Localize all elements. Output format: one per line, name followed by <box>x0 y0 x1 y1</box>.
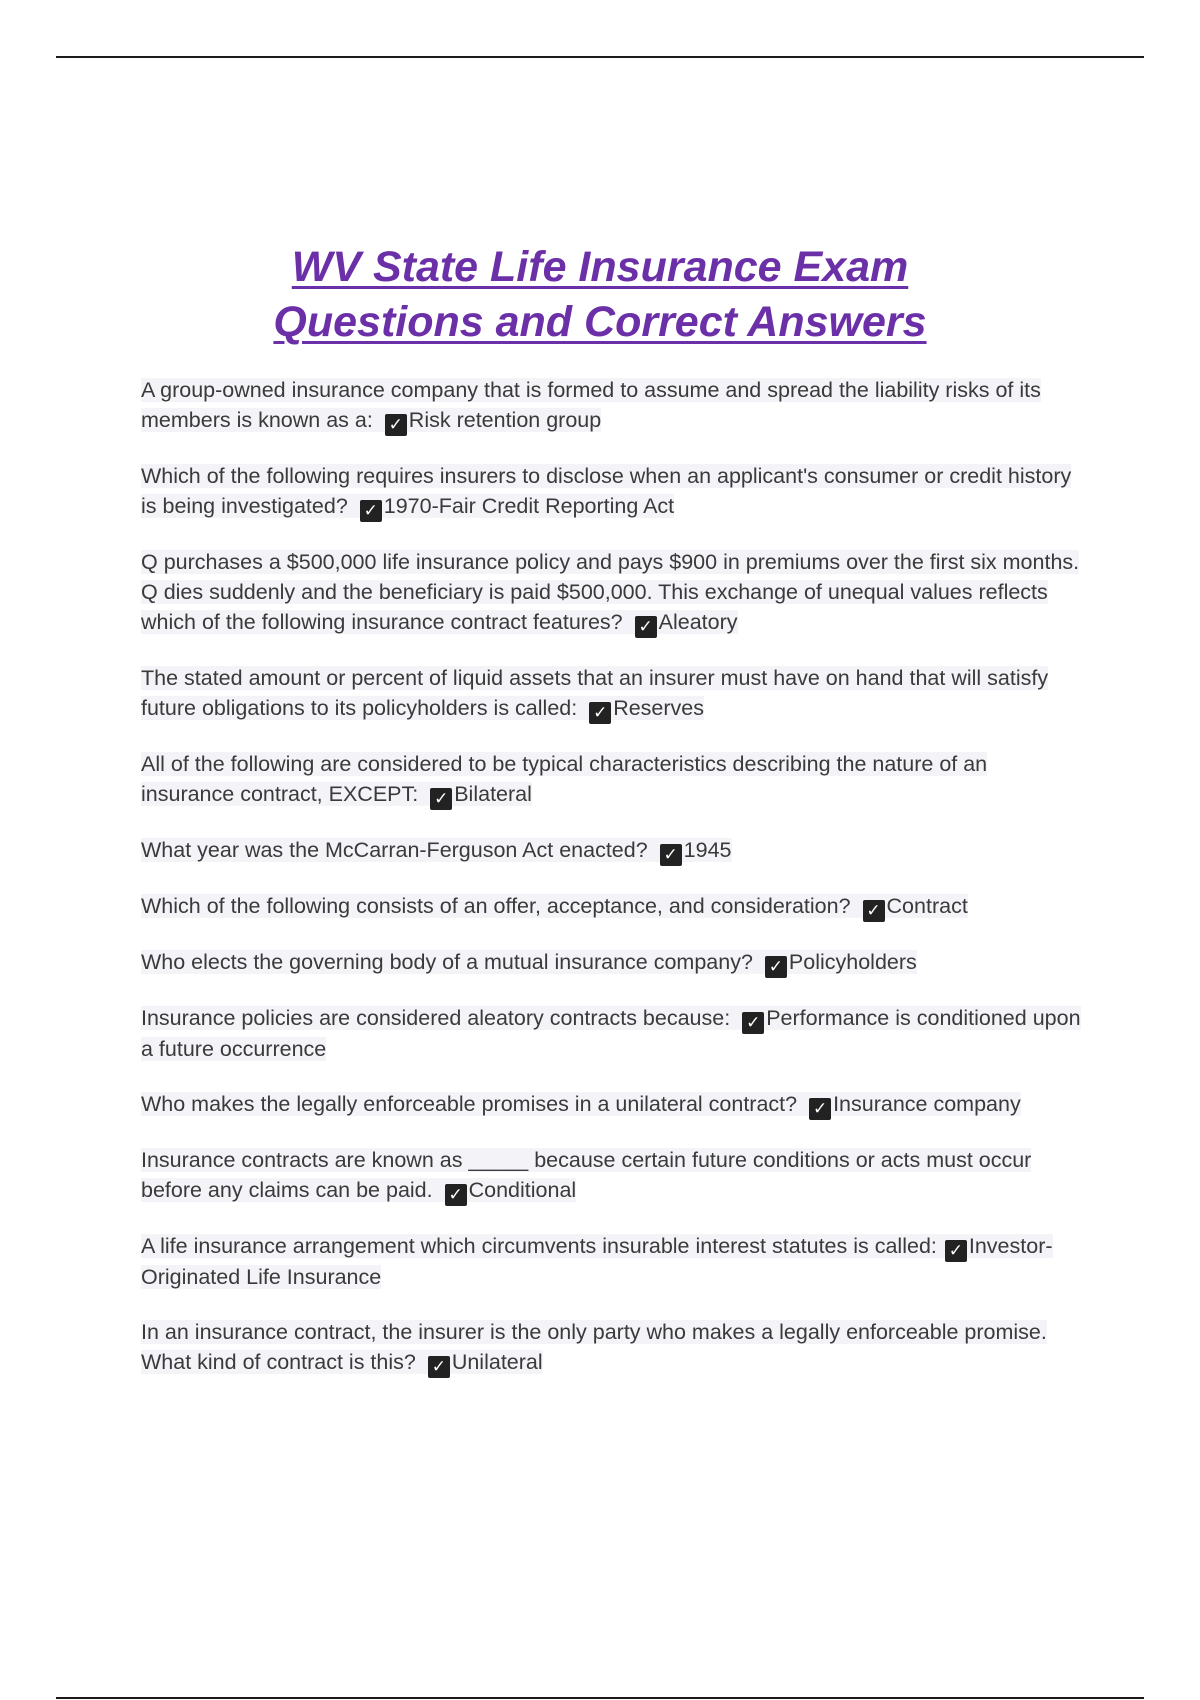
answer-text: Reserves <box>613 696 705 720</box>
answer-text: Insurance company <box>833 1092 1021 1116</box>
answer-text: Conditional <box>468 1178 577 1202</box>
qa-item <box>141 891 1081 922</box>
checkbox-checked-icon: ✓ <box>589 702 611 724</box>
qa-item <box>141 1231 1081 1292</box>
checkbox-checked-icon: ✓ <box>660 844 682 866</box>
top-rule <box>56 56 1144 58</box>
answer-text: 1945 <box>683 838 732 862</box>
qa-item <box>141 1003 1081 1064</box>
qa-item <box>141 663 1081 724</box>
page-title <box>0 240 1200 350</box>
question-text: Which of the following requires insurers to disclose when an applicant's consumer or credit history is being investigated? <box>141 464 1072 518</box>
checkbox-checked-icon: ✓ <box>742 1012 764 1034</box>
qa-list <box>141 375 1081 1403</box>
qa-item <box>141 947 1081 978</box>
answer-text: Investor-Originated Life Insurance <box>141 1234 1053 1289</box>
checkbox-checked-icon: ✓ <box>430 788 452 810</box>
answer-text: Bilateral <box>454 782 532 806</box>
question-text: Which of the following consists of an offer, acceptance, and consideration? <box>141 894 851 918</box>
qa-item <box>141 375 1081 436</box>
answer-text: 1970-Fair Credit Reporting Act <box>383 494 675 518</box>
checkbox-checked-icon: ✓ <box>445 1184 467 1206</box>
qa-item <box>141 749 1081 810</box>
checkbox-checked-icon: ✓ <box>428 1356 450 1378</box>
answer-text: Policyholders <box>788 950 917 974</box>
question-text: In an insurance contract, the insurer is the only party who makes a legally enforceable promise. What kind of contract is this? <box>141 1320 1047 1374</box>
qa-item <box>141 547 1081 638</box>
qa-item <box>141 1317 1081 1378</box>
answer-text: Performance is conditioned upon a future occurrence <box>141 1006 1081 1061</box>
checkbox-checked-icon: ✓ <box>360 500 382 522</box>
qa-item <box>141 835 1081 866</box>
answer-text: Contract <box>886 894 968 918</box>
checkbox-checked-icon: ✓ <box>809 1098 831 1120</box>
checkbox-checked-icon: ✓ <box>635 616 657 638</box>
answer-text: Aleatory <box>658 610 738 634</box>
question-text: Insurance contracts are known as _____ because certain future conditions or acts must occur before any claims can be paid. <box>141 1148 1032 1202</box>
answer-text: Risk retention group <box>408 408 602 432</box>
question-text: A life insurance arrangement which circumvents insurable interest statutes is called: <box>141 1234 937 1258</box>
question-text: Q purchases a $500,000 life insurance policy and pays $900 in premiums over the first six months. Q dies suddenly and the beneficiary is paid $500,000. This exchange of unequal values reflects which of the following insurance contract features? <box>141 550 1080 634</box>
bottom-rule <box>56 1697 1144 1699</box>
title-line-1: WV State Life Insurance Exam <box>291 243 909 291</box>
title-line-2: Questions and Correct Answers <box>273 298 927 346</box>
question-text: Who elects the governing body of a mutual insurance company? <box>141 950 753 974</box>
question-text: Who makes the legally enforceable promises in a unilateral contract? <box>141 1092 798 1116</box>
question-text: A group-owned insurance company that is formed to assume and spread the liability risks of its members is known as a: <box>141 378 1041 432</box>
question-text: What year was the McCarran-Ferguson Act enacted? <box>141 838 648 862</box>
answer-text: Unilateral <box>451 1350 543 1374</box>
question-text: All of the following are considered to be typical characteristics describing the nature of an insurance contract, EXCEPT: <box>141 752 988 806</box>
checkbox-checked-icon: ✓ <box>863 900 885 922</box>
question-text: The stated amount or percent of liquid assets that an insurer must have on hand that will satisfy future obligations to its policyholders is called: <box>141 666 1049 720</box>
qa-item <box>141 1145 1081 1206</box>
checkbox-checked-icon: ✓ <box>385 414 407 436</box>
qa-item <box>141 1089 1081 1120</box>
question-text: Insurance policies are considered aleatory contracts because: <box>141 1006 731 1030</box>
checkbox-checked-icon: ✓ <box>945 1240 967 1262</box>
qa-item <box>141 461 1081 522</box>
checkbox-checked-icon: ✓ <box>765 956 787 978</box>
